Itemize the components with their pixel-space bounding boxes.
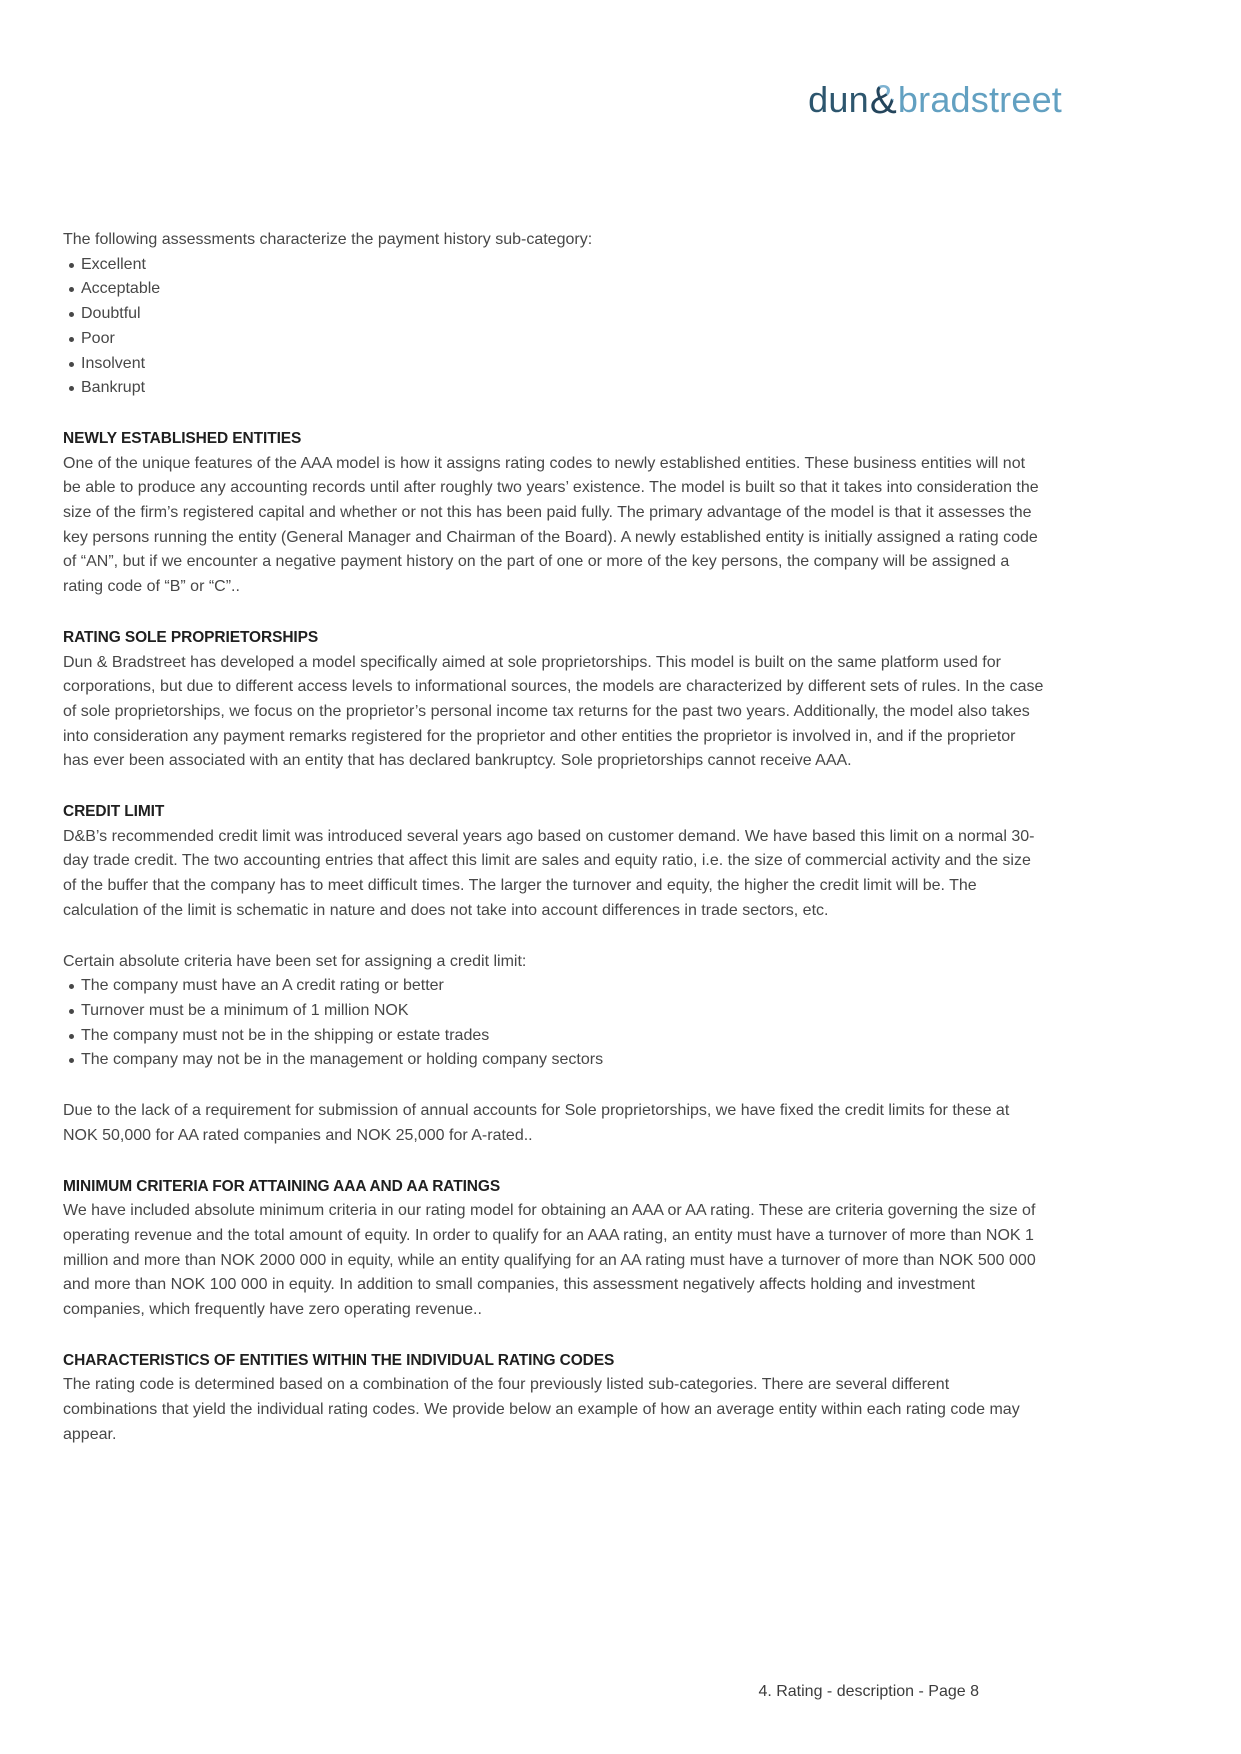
list-item xyxy=(63,302,1045,327)
list-item-label: Bankrupt xyxy=(81,379,146,397)
payment-history-list xyxy=(63,253,1045,401)
section-heading: CREDIT LIMIT xyxy=(63,803,165,821)
section-credit-limit xyxy=(63,800,1045,924)
bullet-icon xyxy=(69,1009,74,1014)
section-heading: RATING SOLE PROPRIETORSHIPS xyxy=(63,628,319,646)
list-item-label: The company may not be in the management or holding company sectors xyxy=(81,1051,604,1069)
list-item xyxy=(63,277,1045,302)
bullet-icon xyxy=(69,1058,74,1063)
list-item xyxy=(63,1048,1045,1073)
list-item xyxy=(63,974,1045,999)
section-characteristics xyxy=(63,1349,1045,1448)
credit-criteria-lead: Certain absolute criteria have been set for assigning a credit limit: xyxy=(63,952,527,970)
list-item xyxy=(63,999,1045,1024)
list-item xyxy=(63,327,1045,352)
list-item xyxy=(63,1024,1045,1049)
list-item xyxy=(63,352,1045,377)
logo-bradstreet-text: bradstreet xyxy=(897,79,1062,120)
list-item-label: Excellent xyxy=(81,255,146,273)
page-footer xyxy=(758,1683,979,1701)
list-item-label: Acceptable xyxy=(81,280,161,298)
bullet-icon xyxy=(69,1034,74,1039)
list-item-label: The company must not be in the shipping or estate trades xyxy=(81,1026,490,1044)
bullet-icon xyxy=(69,984,74,989)
bullet-icon xyxy=(69,386,74,391)
list-item-label: Turnover must be a minimum of 1 million NOK xyxy=(81,1001,409,1019)
credit-limit-criteria-block xyxy=(63,950,1045,1074)
bullet-icon xyxy=(69,263,74,268)
list-item-label: Insolvent xyxy=(81,354,146,372)
logo-dun-text: dun xyxy=(808,79,869,120)
section-body: D&B’s recommended credit limit was introduced several years ago based on customer demand. We have based this limit on a normal 30-day trade credit. The two accounting entries that affect this limit are sales and equity ratio, i.e. the size of commercial activity and the size of the buffer that the company has to meet difficult times. The larger the turnover and equity, the higher the credit limit will be. The calculation of the limit is schematic in nature and does not take into account differences in trade sectors, etc. xyxy=(63,827,1035,919)
section-heading: CHARACTERISTICS OF ENTITIES WITHIN THE INDIVIDUAL RATING CODES xyxy=(63,1351,615,1369)
page-content xyxy=(63,228,1045,1474)
intro-lead: The following assessments characterize the payment history sub-category: xyxy=(63,231,593,248)
section-minimum-criteria xyxy=(63,1175,1045,1323)
list-item-label: The company must have an A credit rating or better xyxy=(81,977,444,995)
credit-criteria-list xyxy=(63,974,1045,1073)
section-newly-established-entities xyxy=(63,427,1045,600)
payment-history-block xyxy=(63,228,1045,401)
section-heading: NEWLY ESTABLISHED ENTITIES xyxy=(63,429,302,447)
section-body: One of the unique features of the AAA model is how it assigns rating codes to newly established entities. These business entities will not be able to produce any accounting records until after roughly two years’ existence. The model is built so that it takes into consideration the size of the firm’s registered capital and whether or not this has been paid fully. The primary advantage of the model is that it assesses the key persons running the entity (General Manager and Chairman of the Board). A newly established entity is initially assigned a rating code of “AN”, but if we encounter a negative payment history on the part of one or more of the key persons, the company will be assigned a rating code of “B” or “C”.. xyxy=(63,454,1039,596)
logo-ampersand-icon: & xyxy=(869,76,897,122)
credit-limit-note: Due to the lack of a requirement for submission of annual accounts for Sole proprietorships, we have fixed the credit limits for these at NOK 50,000 for AA rated companies and NOK 25,000 for A-rated.. xyxy=(63,1102,1010,1144)
section-heading: MINIMUM CRITERIA FOR ATTAINING AAA AND AA RATINGS xyxy=(63,1177,501,1195)
bullet-icon xyxy=(69,362,74,367)
section-body: Dun & Bradstreet has developed a model specifically aimed at sole proprietorships. This model is built on the same platform used for corporations, but due to different access levels to informational sources, the models are characterized by different sets of rules. In the case of sole proprietorships, we focus on the proprietor’s personal income tax returns for the past two years. Additionally, the model also takes into consideration any payment remarks registered for the proprietor and other entities the proprietor is involved in, and if the proprietor has ever been associated with an entity that has declared bankruptcy. Sole proprietorships cannot receive AAA. xyxy=(63,653,1044,770)
section-body: The rating code is determined based on a combination of the four previously listed sub-categories. There are several different combinations that yield the individual rating codes. We provide below an example of how an average entity within each rating code may appear. xyxy=(63,1376,1020,1443)
list-item xyxy=(63,253,1045,278)
list-item-label: Poor xyxy=(81,329,115,347)
footer-page-label: 4. Rating - description - Page 8 xyxy=(758,1683,979,1700)
list-item xyxy=(63,376,1045,401)
section-body: We have included absolute minimum criteria in our rating model for obtaining an AAA or AA rating. These are criteria governing the size of operating revenue and the total amount of equity. In order to qualify for an AAA rating, an entity must have a turnover of more than NOK 1 million and more than NOK 2000 000 in equity, while an entity qualifying for an AA rating must have a turnover of more than NOK 500 000 and more than NOK 100 000 in equity. In addition to small companies, this assessment negatively affects holding and investment companies, which frequently have zero operating revenue.. xyxy=(63,1202,1036,1319)
bullet-icon xyxy=(69,287,74,292)
bullet-icon xyxy=(69,337,74,342)
section-rating-sole-proprietorships xyxy=(63,626,1045,774)
list-item-label: Doubtful xyxy=(81,305,141,323)
bullet-icon xyxy=(69,312,74,317)
dun-bradstreet-logo xyxy=(808,76,1062,122)
credit-limit-note-block xyxy=(63,1099,1045,1148)
